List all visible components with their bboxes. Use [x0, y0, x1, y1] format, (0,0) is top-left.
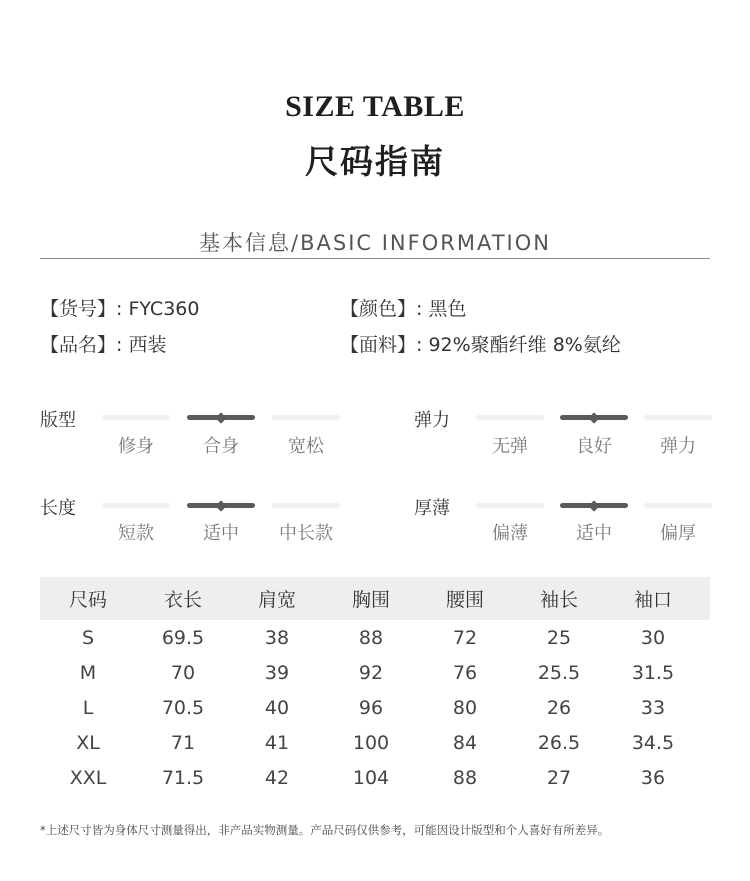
scale-option: 适中	[203, 523, 239, 544]
scale-segment	[644, 503, 712, 508]
table-cell: 104	[352, 766, 390, 789]
table-cell: 70.5	[161, 696, 205, 719]
table-cell: 34.5	[631, 731, 675, 754]
table-cell: 31.5	[631, 661, 675, 684]
scale-option: 弹力	[660, 436, 696, 457]
size-cell: L	[82, 696, 94, 719]
scale-segment	[644, 415, 712, 420]
scale-segment-selected	[560, 503, 628, 508]
selected-marker-icon	[588, 412, 599, 423]
size-cell: M	[79, 661, 97, 684]
header-cell: 袖口	[633, 589, 672, 611]
table-cell: 88	[358, 626, 384, 649]
color-info: 【颜色】: 黑色	[340, 298, 467, 320]
table-cell: 42	[264, 766, 290, 789]
scale-option: 无弹	[492, 436, 528, 457]
table-cell: 71	[170, 731, 196, 754]
table-row	[40, 725, 710, 760]
table-row	[40, 690, 710, 725]
table-cell: 25	[546, 626, 572, 649]
selected-marker-icon	[588, 500, 599, 511]
selected-marker-icon	[215, 412, 226, 423]
scale-label: 弹力	[414, 410, 450, 431]
table-cell: 27	[546, 766, 572, 789]
title-english: SIZE TABLE	[285, 90, 465, 123]
table-cell: 33	[640, 696, 666, 719]
scale-segment	[476, 415, 544, 420]
scale-option: 偏薄	[492, 523, 528, 544]
scale-label: 版型	[40, 410, 76, 431]
table-row	[40, 760, 710, 795]
footnote: *上述尺寸皆为身体尺寸测量得出，非产品实物测量。产品尺码仅供参考，可能因设计版型和个人喜好有所差异。	[40, 823, 610, 837]
scale-segment	[476, 503, 544, 508]
table-cell: 26.5	[537, 731, 581, 754]
product-name: 【品名】: 西装	[40, 334, 167, 356]
scale-segment-selected	[187, 503, 255, 508]
basic-info-heading: 基本信息/BASIC INFORMATION	[199, 231, 551, 255]
scale-option: 偏厚	[660, 523, 696, 544]
table-row	[40, 620, 710, 655]
table-cell: 38	[264, 626, 290, 649]
header-cell: 尺码	[68, 589, 107, 611]
header-cell: 袖长	[539, 589, 578, 611]
table-row	[40, 655, 710, 690]
size-cell: XXL	[69, 766, 107, 789]
size-cell: XL	[76, 731, 100, 754]
header-cell: 肩宽	[257, 589, 296, 611]
scale-option: 合身	[203, 436, 239, 457]
table-cell: 26	[546, 696, 572, 719]
scale-segment	[272, 503, 340, 508]
scale-option: 宽松	[288, 436, 324, 457]
size-cell: S	[81, 626, 95, 649]
table-cell: 100	[352, 731, 390, 754]
scale-label: 厚薄	[414, 498, 450, 519]
scale-segment	[272, 415, 340, 420]
item-number: 【货号】: FYC360	[40, 298, 200, 320]
scale-option: 适中	[576, 523, 612, 544]
table-cell: 25.5	[537, 661, 581, 684]
table-cell: 70	[170, 661, 196, 684]
scale-option: 良好	[576, 436, 612, 457]
size-table	[40, 577, 710, 795]
table-cell: 41	[264, 731, 290, 754]
header-cell: 腰围	[445, 589, 484, 611]
scale-option: 修身	[118, 436, 154, 457]
table-cell: 40	[264, 696, 290, 719]
scale-label: 长度	[40, 498, 76, 519]
table-cell: 30	[640, 626, 666, 649]
table-cell: 88	[452, 766, 478, 789]
table-cell: 72	[452, 626, 478, 649]
table-cell: 71.5	[161, 766, 205, 789]
section-divider	[40, 258, 710, 259]
scale-segment-selected	[187, 415, 255, 420]
scale-option: 短款	[118, 523, 154, 544]
header-cell: 胸围	[351, 589, 390, 611]
title-chinese: 尺码指南	[305, 142, 445, 181]
table-cell: 39	[264, 661, 290, 684]
scale-segment-selected	[560, 415, 628, 420]
scale-segment	[102, 503, 170, 508]
table-header-row	[40, 577, 710, 620]
header-cell: 衣长	[163, 589, 202, 611]
table-cell: 69.5	[161, 626, 205, 649]
table-cell: 36	[640, 766, 666, 789]
fabric-info: 【面料】: 92%聚酯纤维 8%氨纶	[340, 334, 621, 356]
selected-marker-icon	[215, 500, 226, 511]
table-cell: 92	[358, 661, 384, 684]
table-cell: 80	[452, 696, 478, 719]
table-cell: 76	[452, 661, 478, 684]
scale-option: 中长款	[279, 523, 333, 544]
scale-segment	[102, 415, 170, 420]
table-cell: 96	[358, 696, 384, 719]
table-cell: 84	[452, 731, 478, 754]
